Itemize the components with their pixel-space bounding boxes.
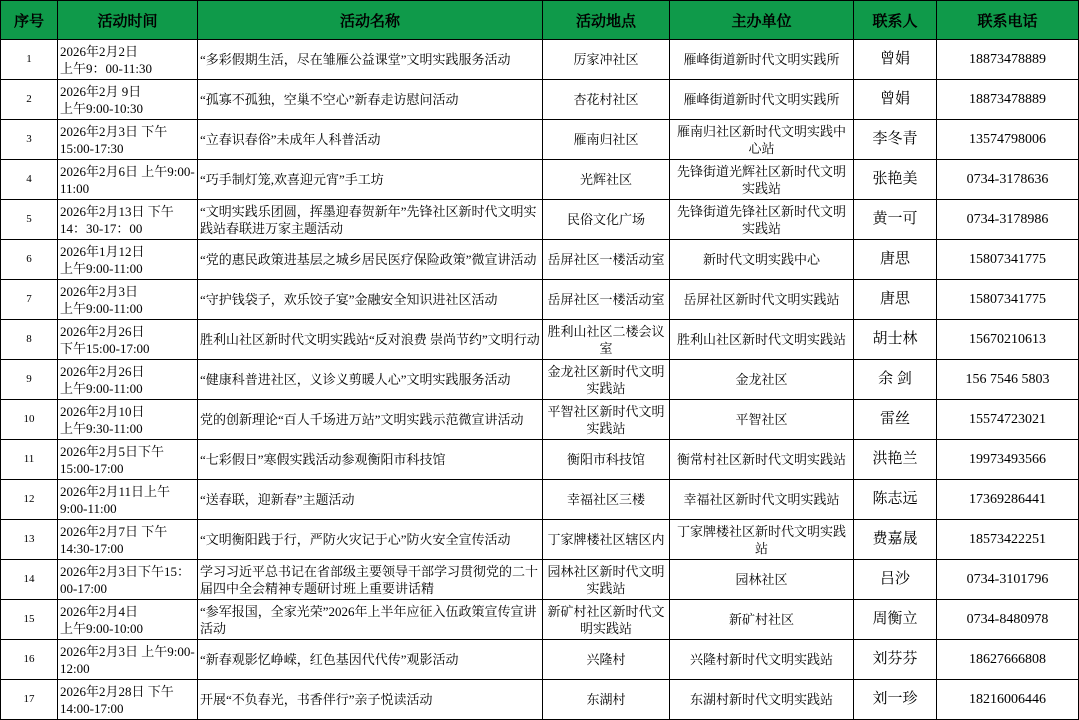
contact-person: 洪艳兰 (854, 440, 937, 480)
activity-name: 开展“不负春光，书香伴行”亲子悦读活动 (198, 680, 543, 720)
activity-time: 2026年2月3日下午15：00-17:00 (58, 560, 198, 600)
contact-phone: 15670210613 (937, 320, 1079, 360)
activity-host: 园林社区 (670, 560, 854, 600)
table-row (1, 80, 1079, 120)
table-row (1, 600, 1079, 640)
activity-name: “送春联，迎新春”主题活动 (198, 480, 543, 520)
table-row (1, 560, 1079, 600)
row-number: 4 (1, 160, 58, 200)
row-number: 15 (1, 600, 58, 640)
contact-phone: 156 7546 5803 (937, 360, 1079, 400)
activity-time: 2026年2月26日 下午15:00-17:00 (58, 320, 198, 360)
header-row (1, 1, 1079, 40)
activity-host: 雁峰街道新时代文明实践所 (670, 80, 854, 120)
activity-name: “巧手制灯笼,欢喜迎元宵”手工坊 (198, 160, 543, 200)
table-row (1, 160, 1079, 200)
row-number: 14 (1, 560, 58, 600)
table-row (1, 640, 1079, 680)
activity-host: 岳屏社区新时代文明实践站 (670, 280, 854, 320)
activity-name: “多彩假期生活，尽在雏雁公益课堂”文明实践服务活动 (198, 40, 543, 80)
activity-time: 2026年2月 9日 上午9:00-10:30 (58, 80, 198, 120)
contact-person: 胡士林 (854, 320, 937, 360)
row-number: 7 (1, 280, 58, 320)
row-number: 13 (1, 520, 58, 560)
activity-name: “七彩假日”寒假实践活动参观衡阳市科技馆 (198, 440, 543, 480)
table-row (1, 40, 1079, 80)
activity-time: 2026年2月3日 上午9:00-12:00 (58, 640, 198, 680)
activity-place: 平智社区新时代文明实践站 (543, 400, 670, 440)
row-number: 2 (1, 80, 58, 120)
header-place: 活动地点 (543, 1, 670, 40)
activity-place: 新矿村社区新时代文明实践站 (543, 600, 670, 640)
contact-phone: 0734-8480978 (937, 600, 1079, 640)
activity-name: “立春识春俗”未成年人科普活动 (198, 120, 543, 160)
activity-time: 2026年2月28日 下午14:00-17:00 (58, 680, 198, 720)
activity-name: “新春观影忆峥嵘，红色基因代代传”观影活动 (198, 640, 543, 680)
contact-phone: 0734-3101796 (937, 560, 1079, 600)
header-no: 序号 (1, 1, 58, 40)
contact-phone: 15807341775 (937, 280, 1079, 320)
activity-host: 新矿村社区 (670, 600, 854, 640)
header-name: 活动名称 (198, 1, 543, 40)
activity-time: 2026年2月4日 上午9:00-10:00 (58, 600, 198, 640)
activity-name: “文明实践乐团圆，挥墨迎春贺新年”先锋社区新时代文明实践站春联进万家主题活动 (198, 200, 543, 240)
activity-host: 先锋街道光辉社区新时代文明实践站 (670, 160, 854, 200)
activity-time: 2026年2月7日 下午14:30-17:00 (58, 520, 198, 560)
row-number: 6 (1, 240, 58, 280)
activity-place: 雁南归社区 (543, 120, 670, 160)
activity-host: 衡常村社区新时代文明实践站 (670, 440, 854, 480)
activity-host: 雁峰街道新时代文明实践所 (670, 40, 854, 80)
table-row (1, 680, 1079, 720)
activity-name: “参军报国，全家光荣”2026年上半年应征入伍政策宣传宣讲活动 (198, 600, 543, 640)
activity-time: 2026年2月2日 上午9：00-11:30 (58, 40, 198, 80)
activity-time: 2026年2月3日 上午9:00-11:00 (58, 280, 198, 320)
activity-place: 厉家冲社区 (543, 40, 670, 80)
row-number: 17 (1, 680, 58, 720)
contact-person: 余 剑 (854, 360, 937, 400)
row-number: 10 (1, 400, 58, 440)
table-row (1, 520, 1079, 560)
table-row (1, 360, 1079, 400)
activity-host: 先锋街道先锋社区新时代文明实践站 (670, 200, 854, 240)
activity-time: 2026年2月11日上午9:00-11:00 (58, 480, 198, 520)
activity-name: “文明衡阳践于行，严防火灾记于心”防火安全宣传活动 (198, 520, 543, 560)
activity-time: 2026年2月10日 上午9:30-11:00 (58, 400, 198, 440)
activity-time: 2026年2月26日 上午9:00-11:00 (58, 360, 198, 400)
activity-host: 胜利山社区新时代文明实践站 (670, 320, 854, 360)
activity-time: 2026年2月6日 上午9:00-11:00 (58, 160, 198, 200)
header-phone: 联系电话 (937, 1, 1079, 40)
activity-time: 2026年2月13日 下午14：30-17：00 (58, 200, 198, 240)
contact-person: 吕沙 (854, 560, 937, 600)
activity-time: 2026年1月12日 上午9:00-11:00 (58, 240, 198, 280)
activity-time: 2026年2月5日下午15:00-17:00 (58, 440, 198, 480)
activity-name: 学习习近平总书记在省部级主要领导干部学习贯彻党的二十届四中全会精神专题研讨班上重要讲话精 (198, 560, 543, 600)
table-row (1, 240, 1079, 280)
activity-place: 东湖村 (543, 680, 670, 720)
contact-phone: 18573422251 (937, 520, 1079, 560)
row-number: 9 (1, 360, 58, 400)
table-row (1, 280, 1079, 320)
activity-place: 光辉社区 (543, 160, 670, 200)
activity-place: 丁家牌楼社区辖区内 (543, 520, 670, 560)
contact-person: 曾娟 (854, 40, 937, 80)
row-number: 8 (1, 320, 58, 360)
contact-phone: 18873478889 (937, 80, 1079, 120)
activity-host: 金龙社区 (670, 360, 854, 400)
contact-person: 张艳美 (854, 160, 937, 200)
table-row (1, 480, 1079, 520)
activity-host: 丁家牌楼社区新时代文明实践站 (670, 520, 854, 560)
header-contact: 联系人 (854, 1, 937, 40)
table-row (1, 400, 1079, 440)
contact-phone: 17369286441 (937, 480, 1079, 520)
contact-person: 唐思 (854, 280, 937, 320)
row-number: 5 (1, 200, 58, 240)
activity-name: 党的创新理论“百人千场进万站”文明实践示范微宣讲活动 (198, 400, 543, 440)
activity-place: 民俗文化广场 (543, 200, 670, 240)
activity-name: 胜利山社区新时代文明实践站“反对浪费 崇尚节约”文明行动 (198, 320, 543, 360)
activity-place: 杏花村社区 (543, 80, 670, 120)
contact-phone: 0734-3178986 (937, 200, 1079, 240)
contact-person: 黄一可 (854, 200, 937, 240)
table-row (1, 440, 1079, 480)
contact-phone: 18873478889 (937, 40, 1079, 80)
activity-host: 幸福社区新时代文明实践站 (670, 480, 854, 520)
activity-host: 新时代文明实践中心 (670, 240, 854, 280)
contact-person: 刘一珍 (854, 680, 937, 720)
activity-host: 兴隆村新时代文明实践站 (670, 640, 854, 680)
activity-place: 兴隆村 (543, 640, 670, 680)
contact-person: 费嘉晟 (854, 520, 937, 560)
contact-person: 李冬青 (854, 120, 937, 160)
activity-name: “健康科普进社区，义诊义剪暖人心”文明实践服务活动 (198, 360, 543, 400)
activity-name: “守护钱袋子，欢乐饺子宴”金融安全知识进社区活动 (198, 280, 543, 320)
contact-phone: 19973493566 (937, 440, 1079, 480)
contact-person: 唐思 (854, 240, 937, 280)
activity-place: 胜利山社区二楼会议室 (543, 320, 670, 360)
contact-person: 刘芬芬 (854, 640, 937, 680)
contact-phone: 15574723021 (937, 400, 1079, 440)
row-number: 11 (1, 440, 58, 480)
contact-phone: 15807341775 (937, 240, 1079, 280)
activity-place: 园林社区新时代文明实践站 (543, 560, 670, 600)
activity-time: 2026年2月3日 下午15:00-17:30 (58, 120, 198, 160)
table-row (1, 320, 1079, 360)
row-number: 12 (1, 480, 58, 520)
activity-host: 东湖村新时代文明实践站 (670, 680, 854, 720)
row-number: 16 (1, 640, 58, 680)
activity-host: 雁南归社区新时代文明实践中心站 (670, 120, 854, 160)
table-body (1, 40, 1079, 720)
header-time: 活动时间 (58, 1, 198, 40)
activity-host: 平智社区 (670, 400, 854, 440)
contact-person: 陈志远 (854, 480, 937, 520)
contact-person: 周衡立 (854, 600, 937, 640)
table-row (1, 120, 1079, 160)
activity-place: 金龙社区新时代文明实践站 (543, 360, 670, 400)
contact-person: 雷丝 (854, 400, 937, 440)
activity-name: “党的惠民政策进基层之城乡居民医疗保险政策”微宣讲活动 (198, 240, 543, 280)
row-number: 1 (1, 40, 58, 80)
contact-phone: 18627666808 (937, 640, 1079, 680)
row-number: 3 (1, 120, 58, 160)
activity-place: 衡阳市科技馆 (543, 440, 670, 480)
contact-phone: 13574798006 (937, 120, 1079, 160)
contact-phone: 18216006446 (937, 680, 1079, 720)
header-host: 主办单位 (670, 1, 854, 40)
activity-name: “孤寡不孤独，空巢不空心”新春走访慰问活动 (198, 80, 543, 120)
activity-place: 幸福社区三楼 (543, 480, 670, 520)
contact-person: 曾娟 (854, 80, 937, 120)
contact-phone: 0734-3178636 (937, 160, 1079, 200)
table-row (1, 200, 1079, 240)
activity-place: 岳屏社区一楼活动室 (543, 240, 670, 280)
activity-place: 岳屏社区一楼活动室 (543, 280, 670, 320)
